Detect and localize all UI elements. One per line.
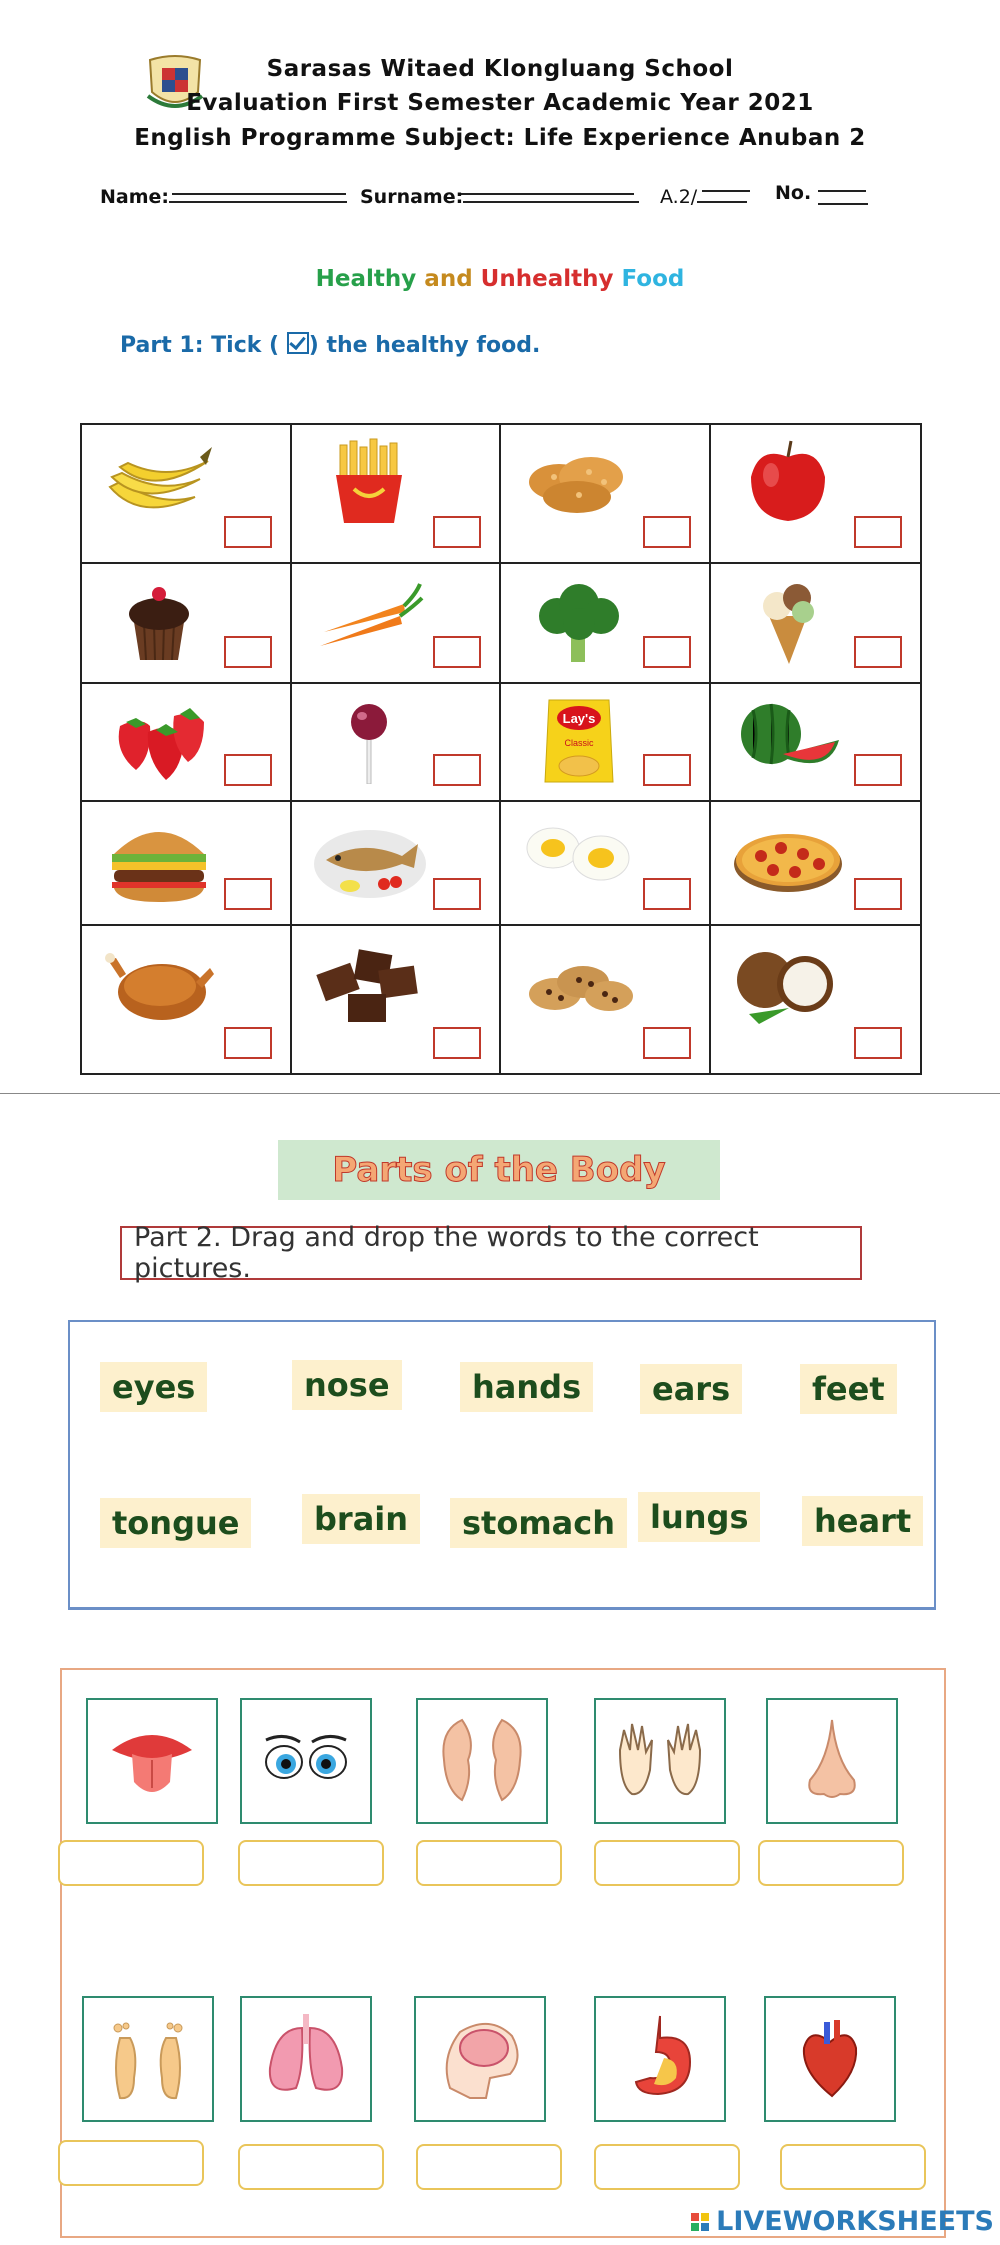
tick-checkbox[interactable]	[433, 1027, 481, 1059]
tick-checkbox[interactable]	[224, 636, 272, 668]
part1-instruction-post: ) the healthy food.	[308, 333, 541, 358]
tick-checkbox[interactable]	[854, 516, 902, 548]
word-feet[interactable]: feet	[800, 1364, 897, 1414]
picture-frame	[766, 1698, 898, 1824]
tongue-icon	[102, 1710, 202, 1810]
food-cell-cupcake	[82, 564, 292, 684]
word-eyes[interactable]: eyes	[100, 1362, 207, 1412]
food-cell-lollipop	[292, 684, 502, 802]
picture-frame	[82, 1996, 214, 2122]
grilled-fish-icon	[310, 814, 428, 902]
drop-target[interactable]	[594, 2144, 740, 2190]
roast-chicken-icon	[100, 938, 218, 1026]
picture-frame	[240, 1996, 372, 2122]
brand-name: LIVEWORKSHEETS	[716, 2206, 994, 2237]
boiled-egg-icon	[519, 814, 637, 902]
tick-box-icon	[287, 332, 309, 354]
tick-checkbox[interactable]	[433, 754, 481, 786]
nose-icon	[782, 1710, 882, 1810]
strawberry-icon	[100, 696, 218, 784]
food-cell-broccoli	[501, 564, 711, 684]
heart-icon	[780, 2008, 880, 2108]
picture-frame	[764, 1996, 896, 2122]
chips-flavor-label: Classic	[564, 738, 594, 748]
class-field[interactable]	[660, 186, 747, 208]
surname-input-line[interactable]	[463, 201, 639, 203]
word-hands[interactable]: hands	[460, 1362, 593, 1412]
word-tongue[interactable]: tongue	[100, 1498, 251, 1548]
ears-icon	[432, 1710, 532, 1810]
eyes-icon	[256, 1710, 356, 1810]
food-cell-banana	[82, 425, 292, 564]
class-input-line[interactable]	[697, 201, 747, 203]
cookies-icon	[519, 938, 637, 1026]
title-word-healthy: Healthy	[315, 266, 417, 292]
tick-checkbox[interactable]	[854, 636, 902, 668]
potato-chips-icon	[519, 696, 637, 784]
cupcake-icon	[100, 576, 218, 664]
word-ears[interactable]: ears	[640, 1364, 742, 1414]
section-divider	[0, 1093, 1000, 1094]
food-cell-potato-chips	[501, 684, 711, 802]
number-input-line[interactable]	[818, 203, 868, 205]
lollipop-icon	[310, 696, 428, 784]
part2-instruction: Part 2. Drag and drop the words to the correct pictures.	[120, 1226, 862, 1280]
picture-board	[60, 1668, 946, 2238]
drop-target[interactable]	[780, 2144, 926, 2190]
word-heart[interactable]: heart	[802, 1496, 923, 1546]
drop-target[interactable]	[238, 1840, 384, 1886]
tick-checkbox[interactable]	[224, 754, 272, 786]
broccoli-icon	[519, 576, 637, 664]
class-label: A.2/	[660, 186, 698, 208]
food-cell-watermelon	[711, 684, 921, 802]
tick-checkbox[interactable]	[433, 516, 481, 548]
part1-instruction-pre: Part 1: Tick (	[120, 333, 280, 358]
word-brain[interactable]: brain	[302, 1494, 420, 1544]
name-label: Name:	[100, 186, 170, 208]
picture-frame	[240, 1698, 372, 1824]
chips-brand-label: Lay's	[562, 711, 596, 726]
word-lungs[interactable]: lungs	[638, 1492, 760, 1542]
picture-frame	[414, 1996, 546, 2122]
tick-checkbox[interactable]	[854, 754, 902, 786]
pizza-icon	[729, 814, 847, 902]
tick-checkbox[interactable]	[224, 878, 272, 910]
chocolate-icon	[310, 938, 428, 1026]
lungs-icon	[256, 2008, 356, 2108]
french-fries-icon	[310, 437, 428, 525]
word-nose[interactable]: nose	[292, 1360, 402, 1410]
carrot-icon	[310, 576, 428, 664]
tick-checkbox[interactable]	[433, 878, 481, 910]
coconut-icon	[729, 938, 847, 1026]
food-cell-hamburger	[82, 802, 292, 926]
tick-checkbox[interactable]	[643, 878, 691, 910]
drop-target[interactable]	[416, 1840, 562, 1886]
name-field[interactable]	[100, 186, 347, 208]
food-cell-carrot	[292, 564, 502, 684]
food-cell-roast-chicken	[82, 926, 292, 1073]
word-bank	[68, 1320, 936, 1610]
food-cell-french-fries	[292, 425, 502, 564]
name-input-line[interactable]	[169, 201, 347, 203]
fried-chicken-icon	[519, 437, 637, 525]
tick-checkbox[interactable]	[224, 516, 272, 548]
food-cell-cookies	[501, 926, 711, 1073]
hamburger-icon	[100, 814, 218, 902]
picture-frame	[416, 1698, 548, 1824]
picture-frame	[86, 1698, 218, 1824]
food-cell-fried-chicken	[501, 425, 711, 564]
tick-checkbox[interactable]	[643, 636, 691, 668]
stomach-icon	[610, 2008, 710, 2108]
watermelon-icon	[729, 696, 847, 784]
food-cell-apple	[711, 425, 921, 564]
drop-target[interactable]	[58, 1840, 204, 1886]
title-word-food: Food	[621, 266, 685, 292]
hands-icon	[610, 1710, 710, 1810]
drop-target[interactable]	[238, 2144, 384, 2190]
tick-checkbox[interactable]	[433, 636, 481, 668]
food-cell-grilled-fish	[292, 802, 502, 926]
picture-frame	[594, 1996, 726, 2122]
school-name: Sarasas Witaed Klongluang School	[266, 56, 734, 82]
surname-field[interactable]	[360, 186, 639, 208]
picture-frame	[594, 1698, 726, 1824]
number-field[interactable]	[775, 182, 868, 204]
banana-icon	[100, 437, 218, 525]
food-cell-strawberry	[82, 684, 292, 802]
drop-target[interactable]	[416, 2144, 562, 2190]
drop-target[interactable]	[594, 1840, 740, 1886]
tick-checkbox[interactable]	[643, 754, 691, 786]
title-word-unhealthy: Unhealthy	[480, 266, 614, 292]
food-cell-chocolate	[292, 926, 502, 1073]
evaluation-title: Evaluation First Semester Academic Year 2021	[186, 90, 814, 116]
surname-label: Surname:	[360, 186, 464, 208]
tick-checkbox[interactable]	[854, 878, 902, 910]
liveworksheets-logo	[690, 2206, 994, 2237]
no-label: No.	[775, 182, 812, 204]
apple-icon	[729, 437, 847, 525]
title-word-and: and	[424, 266, 473, 292]
food-cell-pizza	[711, 802, 921, 926]
drop-target[interactable]	[58, 2140, 204, 2186]
food-cell-ice-cream	[711, 564, 921, 684]
drop-target[interactable]	[758, 1840, 904, 1886]
food-cell-boiled-egg	[501, 802, 711, 926]
word-stomach[interactable]: stomach	[450, 1498, 627, 1548]
tick-checkbox[interactable]	[643, 1027, 691, 1059]
food-grid	[80, 423, 922, 1075]
tick-checkbox[interactable]	[854, 1027, 902, 1059]
parts-of-body-banner: Parts of the Body	[278, 1140, 720, 1200]
tick-checkbox[interactable]	[643, 516, 691, 548]
healthy-food-title	[0, 266, 1000, 292]
ice-cream-icon	[729, 576, 847, 664]
food-cell-coconut	[711, 926, 921, 1073]
brand-grid-icon	[690, 2212, 712, 2232]
part1-instruction	[120, 332, 540, 358]
tick-checkbox[interactable]	[224, 1027, 272, 1059]
feet-icon	[98, 2008, 198, 2108]
subject-line: English Programme Subject: Life Experience Anuban 2	[134, 125, 866, 151]
brain-icon	[430, 2008, 530, 2108]
